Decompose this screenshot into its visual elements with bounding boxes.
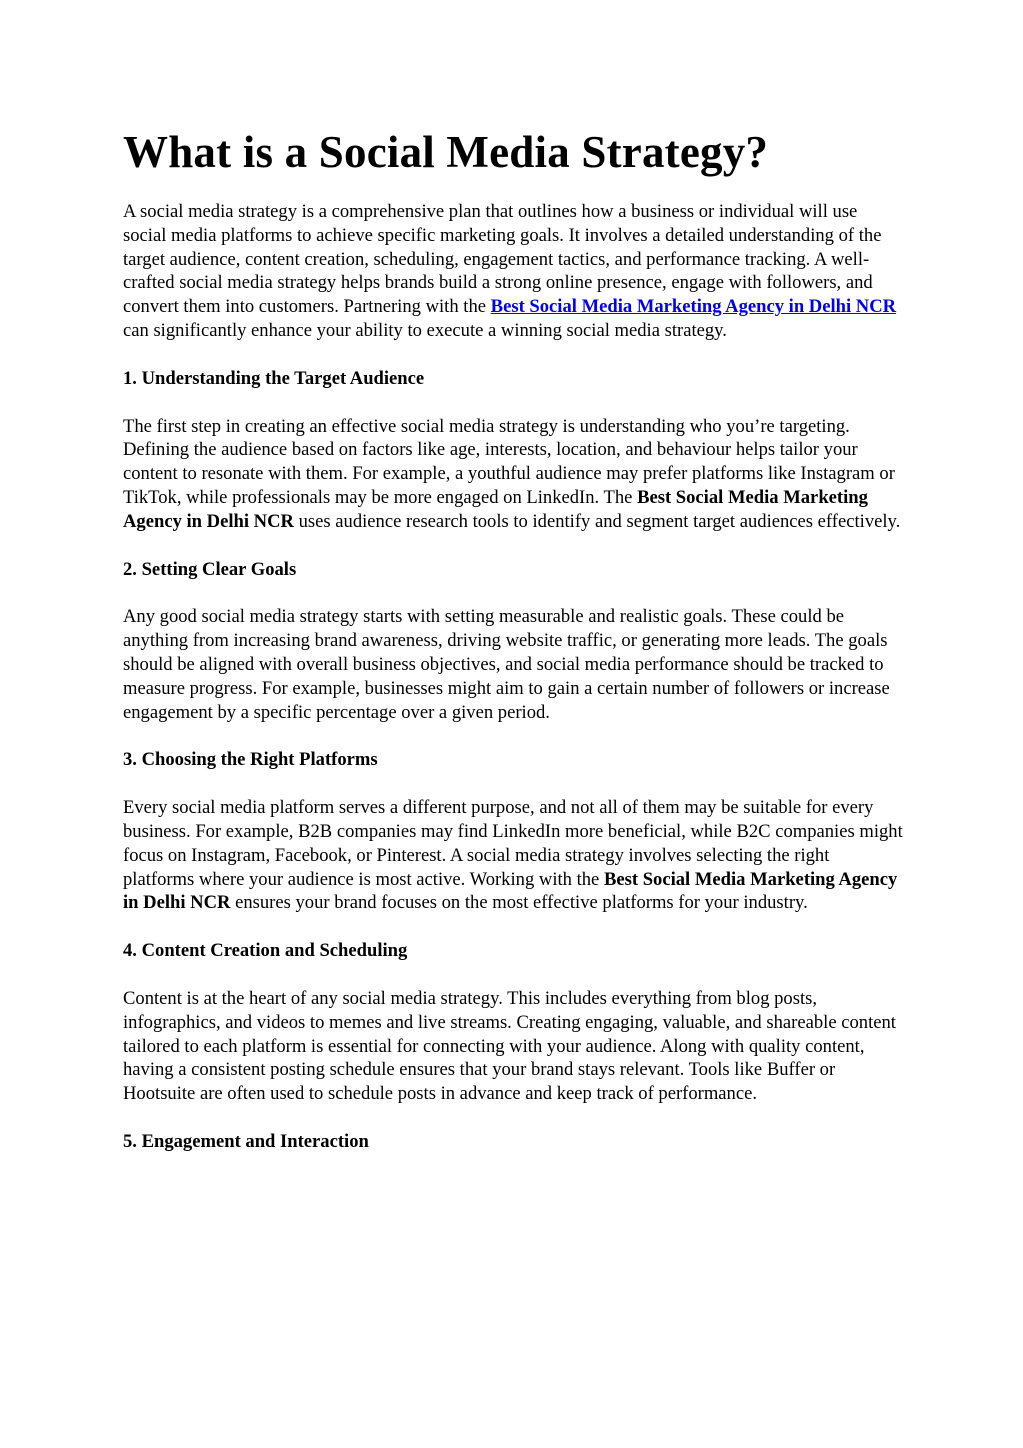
section-2-text: Any good social media strategy starts with setting measurable and realistic goals. These could be anything from increasing brand awareness, driving website traffic, or generating more leads. The goals should be aligned with overall business objectives, and social media performance should be tracked to measure progress. For example, businesses might aim to gain a certain number of followers or increase engagement by a specific percentage over a given period. bbox=[123, 606, 890, 723]
intro-text-before: A social media strategy is a comprehensive plan that outlines how a business or individual will use social media platforms to achieve specific marketing goals. It involves a detailed understanding of the target audience, content creation, scheduling, engagement tactics, and performance tracking. A well-crafted social media strategy helps brands build a strong online presence, engage with followers, and convert them into customers. Partnering with the bbox=[123, 201, 882, 318]
section-3-text-after: ensures your brand focuses on the most effective platforms for your industry. bbox=[230, 892, 808, 914]
section-heading-1: 1. Understanding the Target Audience bbox=[123, 367, 425, 389]
section-4-text: Content is at the heart of any social media strategy. This includes everything from blog posts, infographics, and videos to memes and live streams. Creating engaging, valuable, and shareable content tailored to each platform is essential for connecting with your audience. Along with quality content, having a consistent posting schedule ensures that your brand stays relevant. Tools like Buffer or Hootsuite are often used to schedule posts in advance and keep track of performance. bbox=[123, 987, 896, 1105]
section-1-text-before: The first step in creating an effective social media strategy is understanding who you’re targeting. Defining the audience based on factors like age, interests, location, and behaviour helps tailor your content to resonate with them. For example, a youthful audience may prefer platforms like Instagram or TikTok, while professionals may be more engaged on LinkedIn. The bbox=[123, 415, 895, 508]
section-heading-4: 4. Content Creation and Scheduling bbox=[123, 940, 408, 962]
agency-link[interactable]: Best Social Media Marketing Agency in Delhi NCR bbox=[490, 296, 897, 318]
section-3-bold-text: Best Social Media Marketing Agency in Delhi NCR bbox=[123, 868, 898, 914]
section-heading-5: 5. Engagement and Interaction bbox=[123, 1130, 369, 1152]
intro-text-after: can significantly enhance your ability to execute a winning social media strategy. bbox=[123, 319, 727, 341]
section-paragraph-1 bbox=[123, 415, 903, 534]
section-1-bold-text: Best Social Media Marketing Agency in Delhi NCR bbox=[123, 486, 868, 532]
section-3-text-before: Every social media platform serves a different purpose, and not all of them may be suitable for every business. For example, B2B companies may find LinkedIn more beneficial, while B2C companies might focus on Instagram, Facebook, or Pinterest. A social media strategy involves selecting the right platforms where your audience is most active. Working with the bbox=[123, 797, 903, 890]
intro-paragraph bbox=[123, 200, 903, 343]
section-paragraph-2 bbox=[123, 605, 903, 724]
section-heading-3: 3. Choosing the Right Platforms bbox=[123, 749, 378, 771]
section-heading-2: 2. Setting Clear Goals bbox=[123, 558, 297, 580]
section-paragraph-3 bbox=[123, 796, 903, 915]
document-page bbox=[123, 122, 903, 1178]
section-1-text-after: uses audience research tools to identify and segment target audiences effectively. bbox=[293, 510, 901, 532]
section-paragraph-4 bbox=[123, 987, 903, 1106]
page-title: What is a Social Media Strategy? bbox=[123, 127, 769, 177]
